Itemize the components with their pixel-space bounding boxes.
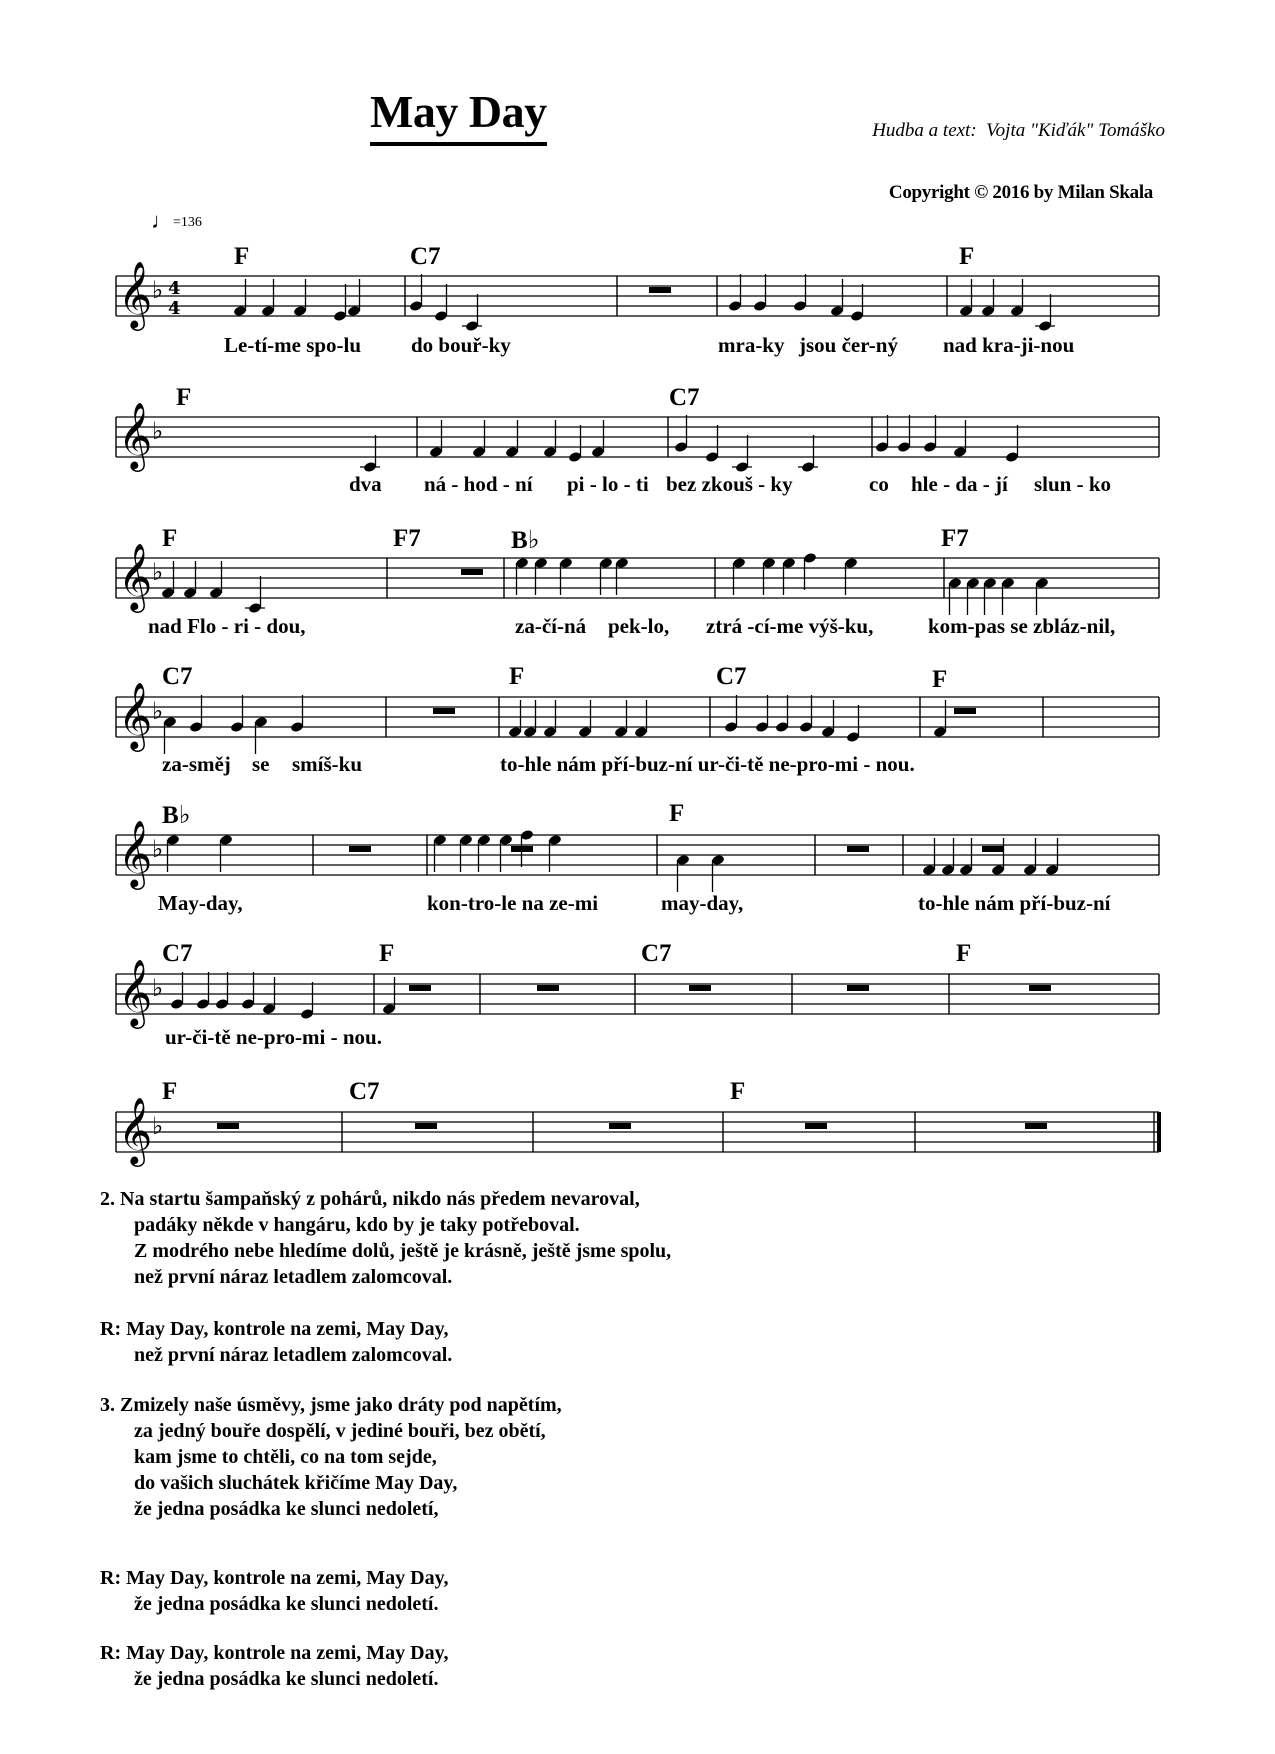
- verse-line: kam jsme to chtěli, co na tom sejde,: [134, 1446, 437, 1468]
- lyric-syllables: pek-lo,: [608, 614, 670, 638]
- chord-symbol: F: [956, 940, 972, 967]
- lyric-syllables: ná - hod - ní: [424, 472, 533, 496]
- lyric-syllables: Le-tí-me spo-lu: [224, 333, 362, 357]
- chord-symbol: F7: [941, 525, 969, 552]
- lyric-syllables: kon-tro-le na ze-mi: [427, 891, 599, 915]
- chord-symbol: C7: [641, 940, 672, 967]
- rest: [847, 985, 869, 991]
- verse-line: že jedna posádka ke slunci nedoletí.: [134, 1593, 439, 1615]
- lyric-syllables: do bouř-ky: [411, 333, 511, 357]
- lyric-syllables: za-čí-ná: [515, 614, 587, 638]
- lyric-syllables: nad Flo - ri - dou,: [148, 614, 306, 638]
- rest: [805, 1123, 827, 1129]
- verse-3: [100, 1392, 562, 1522]
- lyric-syllables: may-day,: [661, 891, 744, 915]
- treble-clef-icon: 𝄞: [118, 542, 153, 610]
- chord-symbol: F: [959, 243, 975, 270]
- quarter-note-icon: ♩: [151, 208, 173, 233]
- treble-clef-icon: 𝄞: [118, 819, 153, 887]
- chord-symbol: F7: [393, 525, 421, 552]
- lyric-syllables: kom-pas se zbláz-nil,: [928, 614, 1116, 638]
- treble-clef-icon: 𝄞: [118, 1096, 153, 1164]
- chord-symbol: C7: [669, 384, 700, 411]
- verse-line: že jedna posádka ke slunci nedoletí.: [134, 1668, 439, 1690]
- rest: [689, 985, 711, 991]
- song-title: May Day: [370, 84, 547, 146]
- lyric-syllables: co: [869, 472, 889, 496]
- rest: [415, 1123, 437, 1129]
- verse-line: 3. Zmizely naše úsměvy, jsme jako dráty pod napětím,: [100, 1394, 562, 1416]
- flat-icon: ♭: [152, 974, 164, 1002]
- treble-clef-icon: 𝄞: [118, 401, 153, 469]
- rest: [511, 846, 533, 852]
- chorus-3: [100, 1640, 449, 1692]
- rest: [217, 1123, 239, 1129]
- verse-line: že jedna posádka ke slunci nedoletí,: [134, 1498, 439, 1520]
- lyric-syllables: pi - lo - ti: [567, 472, 649, 496]
- flat-icon: ♭: [152, 417, 164, 445]
- lyric-syllables: za-směj: [162, 752, 231, 776]
- chord-symbol: C7: [162, 663, 193, 690]
- lyric-syllables: slun - ko: [1034, 472, 1112, 496]
- treble-clef-icon: 𝄞: [118, 681, 153, 749]
- rest: [954, 708, 976, 714]
- lyric-syllables: ztrá -cí-me výš-ku,: [706, 614, 874, 638]
- chord-symbol: C7: [162, 940, 193, 967]
- lyric-syllables: May-day,: [158, 891, 243, 915]
- rest: [982, 846, 1004, 852]
- chord-symbol: F: [730, 1078, 746, 1105]
- chord-symbol: C7: [410, 243, 441, 270]
- copyright-notice: Copyright © 2016 by Milan Skala: [888, 182, 1153, 203]
- treble-clef-icon: 𝄞: [118, 260, 153, 328]
- verse-line: R: May Day, kontrole na zemi, May Day,: [100, 1642, 449, 1664]
- verse-2: [100, 1186, 671, 1290]
- chord-symbol: F: [932, 666, 948, 693]
- lyric-syllables: mra-ky: [718, 333, 785, 357]
- chord-symbol: F: [176, 384, 192, 411]
- lyric-syllables: smíš-ku: [292, 752, 363, 776]
- chord-symbol: F: [669, 800, 685, 827]
- rest: [409, 985, 431, 991]
- flat-icon: ♭: [152, 276, 164, 304]
- lyric-syllables: to-hle nám pří-buz-ní: [918, 891, 1111, 915]
- verse-line: R: May Day, kontrole na zemi, May Day,: [100, 1318, 449, 1340]
- rest: [349, 846, 371, 852]
- chord-symbol: F: [162, 525, 178, 552]
- verse-line: padáky někde v hangáru, kdo by je taky potřeboval.: [134, 1214, 580, 1236]
- rest: [537, 985, 559, 991]
- chorus-2: [100, 1565, 449, 1617]
- lyric-syllables: dva: [349, 472, 382, 496]
- verse-line: 2. Na startu šampaňský z pohárů, nikdo nás předem nevaroval,: [100, 1188, 640, 1210]
- rest: [461, 569, 483, 575]
- rest: [847, 846, 869, 852]
- rest: [609, 1123, 631, 1129]
- verse-line: než první náraz letadlem zalomcoval.: [134, 1266, 453, 1288]
- flat-icon: ♭: [152, 835, 164, 863]
- flat-icon: ♭: [152, 558, 164, 586]
- rest: [1025, 1123, 1047, 1129]
- music-lyrics-credit: Hudba a text: Vojta "Kiďák" Tomáško: [872, 120, 1165, 141]
- lyric-syllables: hle - da - jí: [911, 472, 1008, 496]
- chord-symbol: C7: [716, 663, 747, 690]
- lyric-syllables: se: [252, 752, 270, 776]
- tempo-value: =136: [173, 215, 202, 230]
- final-barline: [1157, 1112, 1161, 1152]
- chord-symbol: F: [379, 940, 395, 967]
- lyric-syllables: nad kra-ji-nou: [943, 333, 1075, 357]
- lyric-syllables: bez zkouš - ky: [666, 472, 793, 496]
- time-signature-bottom: 4: [168, 298, 181, 319]
- chord-symbol: F: [162, 1078, 178, 1105]
- chorus-1: [100, 1316, 452, 1368]
- chord-symbol: F: [234, 243, 250, 270]
- rest: [1029, 985, 1051, 991]
- time-signature-top: 4: [168, 278, 181, 299]
- lyric-syllables: ur-či-tě ne-pro-mi - nou.: [165, 1025, 382, 1049]
- lyric-syllables: jsou čer-ný: [799, 333, 898, 357]
- verse-line: za jedný bouře dospělí, v jediné bouři, bez obětí,: [134, 1420, 546, 1442]
- verse-line: do vašich sluchátek křičíme May Day,: [134, 1472, 458, 1494]
- verse-line: R: May Day, kontrole na zemi, May Day,: [100, 1567, 449, 1589]
- lyric-syllables: to-hle nám pří-buz-ní ur-či-tě ne-pro-mi - nou.: [500, 752, 915, 776]
- rest: [433, 708, 455, 714]
- flat-icon: ♭: [152, 697, 164, 725]
- chord-symbol: B♭: [162, 802, 191, 829]
- verse-line: Z modrého nebe hledíme dolů, ještě je krásně, ještě jsme spolu,: [134, 1240, 672, 1262]
- rest: [649, 287, 671, 293]
- treble-clef-icon: 𝄞: [118, 958, 153, 1026]
- verse-line: než první náraz letadlem zalomcoval.: [134, 1344, 453, 1366]
- flat-icon: ♭: [152, 1112, 164, 1140]
- chord-symbol: B♭: [511, 527, 540, 554]
- chord-symbol: C7: [349, 1078, 380, 1105]
- chord-symbol: F: [509, 663, 525, 690]
